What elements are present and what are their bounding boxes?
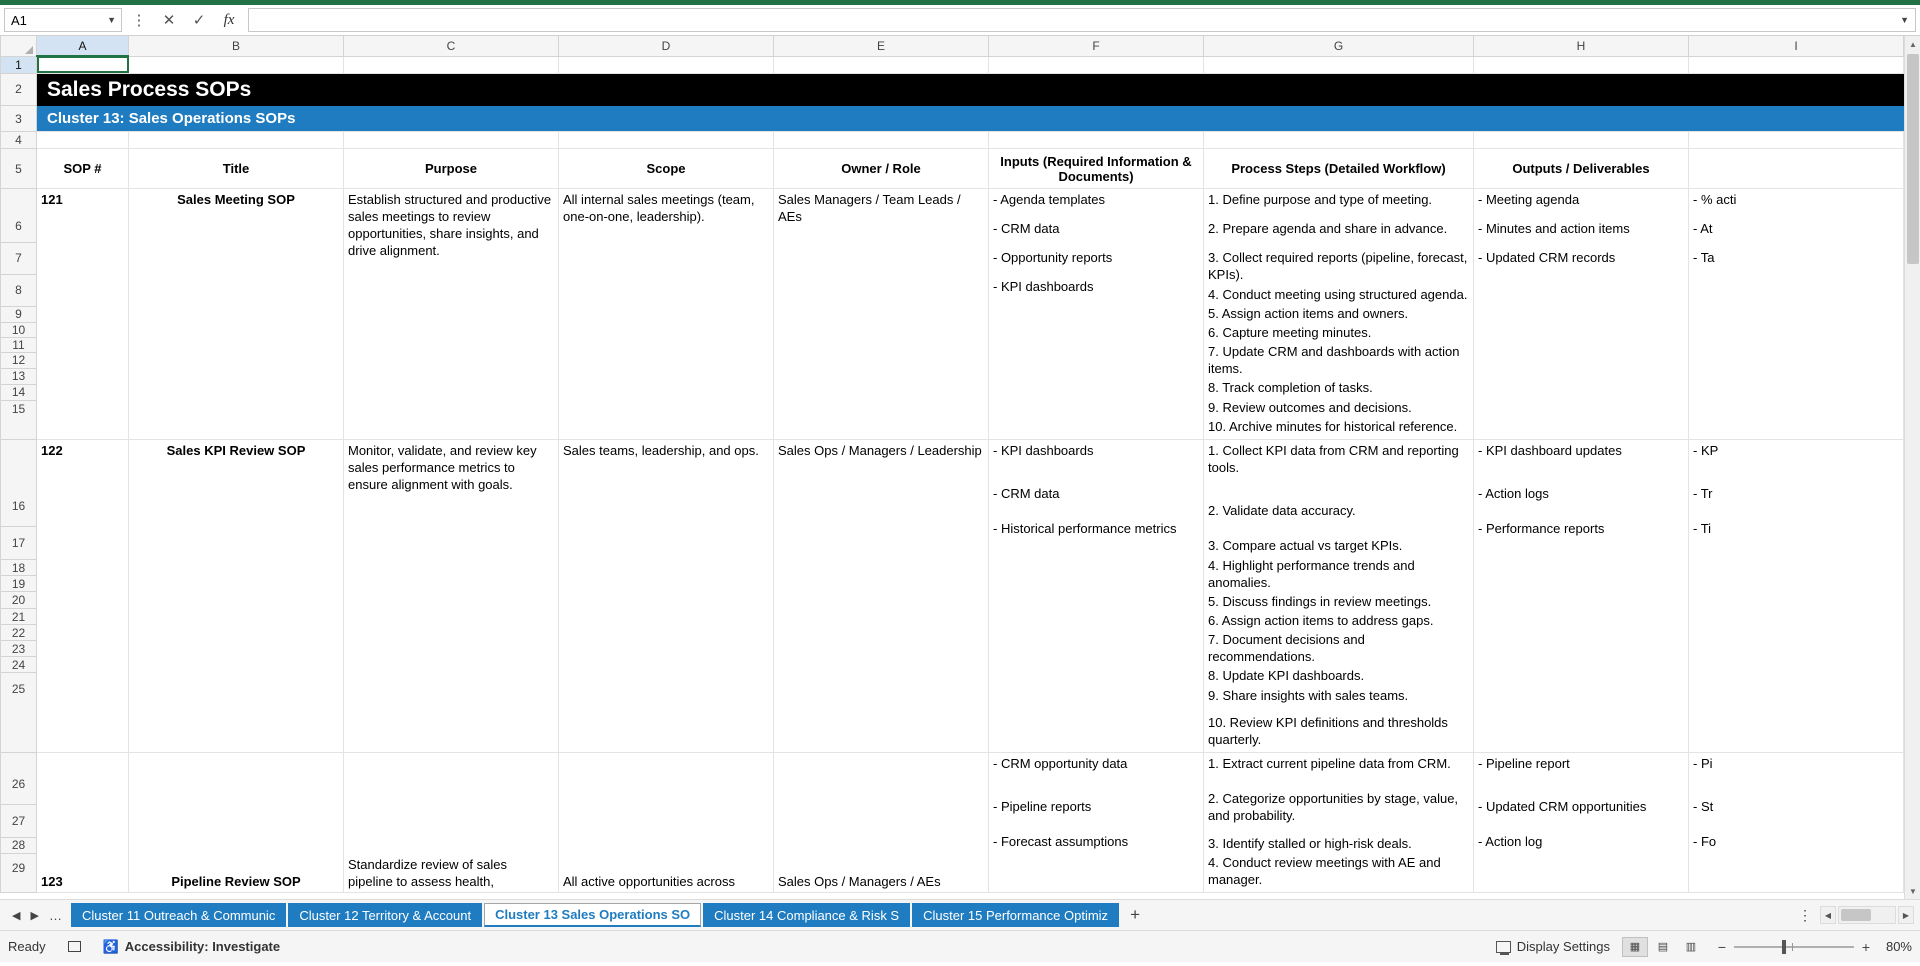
display-settings-button[interactable]: [1496, 939, 1610, 954]
select-all-corner[interactable]: [1, 36, 37, 56]
input-line: - Opportunity reports: [993, 250, 1113, 266]
spacer: [1208, 774, 1469, 790]
step-line: 3. Identify stalled or high-risk deals.: [1208, 835, 1412, 851]
header-inputs: Inputs (Required Information & Documents): [989, 149, 1204, 189]
cell-h1[interactable]: [1474, 56, 1689, 73]
cell-f4[interactable]: [774, 132, 989, 149]
output-line: - Updated CRM opportunities: [1478, 799, 1647, 815]
cell-f1[interactable]: [989, 56, 1204, 73]
spacer: [1478, 239, 1684, 249]
spacer: [1693, 504, 1899, 520]
macro-record-icon: [68, 941, 81, 952]
step-line: 6. Capture meeting minutes.: [1208, 324, 1372, 340]
spacer: [1478, 461, 1684, 485]
cell-c4[interactable]: [129, 132, 344, 149]
metric-line: - St: [1693, 799, 1714, 815]
cell-sop-steps[interactable]: [1204, 753, 1474, 893]
row-header-20[interactable]: 20: [1, 592, 36, 609]
row-header-group-3[interactable]: [1, 753, 37, 893]
spacer: [1693, 817, 1899, 833]
sheet-tab-cluster-13[interactable]: Cluster 13 Sales Operations SO: [484, 903, 701, 927]
status-bar-right: [1496, 937, 1912, 957]
chevron-down-icon[interactable]: ▼: [1900, 15, 1909, 25]
sheet-tab-cluster-11[interactable]: Cluster 11 Outreach & Communic: [71, 903, 286, 927]
row-header-26[interactable]: 26: [1, 764, 36, 805]
metric-line: - Fo: [1693, 834, 1717, 850]
row-header-1[interactable]: 1: [1, 56, 37, 73]
output-line: - Action logs: [1478, 486, 1549, 502]
confirm-check-icon[interactable]: ✓: [192, 12, 206, 29]
step-line: 8. Track completion of tasks.: [1208, 380, 1373, 396]
sheet-title-banner: Sales Process SOPs: [37, 73, 1904, 106]
cell-b1[interactable]: [129, 56, 344, 73]
cell-sop-metrics[interactable]: [1689, 753, 1904, 893]
step-line: 9. Review outcomes and decisions.: [1208, 399, 1412, 415]
cell-d1[interactable]: [559, 56, 774, 73]
step-line: 3. Collect required reports (pipeline, forecast, KPIs).: [1208, 250, 1468, 283]
table-row: [1, 106, 1904, 132]
row-header-21[interactable]: 21: [1, 609, 36, 625]
tab-more-options-icon[interactable]: ⋮: [1798, 906, 1812, 923]
horizontal-scrollbar[interactable]: [1838, 906, 1896, 924]
column-header-e[interactable]: E: [774, 36, 989, 56]
cell-c1[interactable]: [344, 56, 559, 73]
scroll-down-icon[interactable]: ▼: [1905, 883, 1920, 899]
step-line: 8. Update KPI dashboards.: [1208, 668, 1365, 684]
cell-sop-title[interactable]: Pipeline Review SOP: [129, 753, 344, 893]
cell-e1[interactable]: [774, 56, 989, 73]
cell-sop-steps[interactable]: [1204, 439, 1474, 752]
horizontal-scroll-left-icon[interactable]: ◀: [1820, 906, 1836, 924]
step-line: 5. Assign action items and owners.: [1208, 305, 1409, 321]
input-line: - CRM data: [993, 486, 1060, 502]
cell-a1[interactable]: [37, 56, 129, 73]
input-line: - KPI dashboards: [993, 279, 1094, 295]
cell-sop-outputs[interactable]: [1474, 439, 1689, 752]
name-box[interactable]: [4, 8, 122, 32]
output-line: - Updated CRM records: [1478, 250, 1616, 266]
metric-line: - Ti: [1693, 521, 1712, 537]
display-settings-label: Display Settings: [1516, 939, 1610, 954]
step-line: 10. Archive minutes for historical reference.: [1208, 418, 1458, 434]
display-settings-icon: [1496, 941, 1511, 953]
spacer: [1478, 504, 1684, 520]
step-line: 7. Document decisions and recommendations.: [1208, 632, 1365, 665]
zoom-knob[interactable]: [1782, 940, 1786, 954]
table-header-row: [1, 149, 1904, 189]
output-line: - Meeting agenda: [1478, 192, 1580, 207]
cell-sop-owner[interactable]: Sales Managers / Team Leads / AEs: [774, 189, 989, 440]
output-line: - Action log: [1478, 834, 1543, 850]
spacer: [1693, 461, 1899, 485]
row-header-25[interactable]: 25: [11, 682, 26, 697]
input-line: - Forecast assumptions: [993, 834, 1129, 850]
more-options-icon[interactable]: ⋮: [131, 12, 147, 29]
metric-line: - At: [1693, 221, 1713, 237]
step-line: 4. Highlight performance trends and anomalies.: [1208, 557, 1415, 590]
row-header-24[interactable]: 24: [1, 657, 36, 673]
cell-i1[interactable]: [1689, 56, 1904, 73]
grid-table: [0, 36, 1904, 893]
step-line: 1. Extract current pipeline data from CRM.: [1208, 756, 1451, 772]
spacer: [1693, 210, 1899, 220]
vertical-scroll-thumb[interactable]: [1907, 54, 1919, 264]
step-line: 9. Share insights with sales teams.: [1208, 687, 1409, 703]
zoom-in-icon[interactable]: +: [1861, 938, 1871, 955]
spacer: [1478, 210, 1684, 220]
step-line: 1. Define purpose and type of meeting.: [1208, 192, 1433, 207]
row-header-8[interactable]: 8: [1, 275, 36, 307]
cancel-icon[interactable]: ✕: [162, 12, 176, 29]
status-state-label: Ready: [8, 939, 46, 954]
header-sop-number: SOP #: [37, 149, 129, 189]
step-line: 4. Conduct meeting using structured agenda.: [1208, 286, 1468, 302]
zoom-track[interactable]: [1734, 946, 1854, 948]
spacer: [993, 210, 1199, 220]
sheet-tabs-bar: [0, 899, 1920, 930]
cell-sop-metrics[interactable]: [1689, 439, 1904, 752]
header-owner-role: Owner / Role: [774, 149, 989, 189]
header-metrics: [1689, 149, 1904, 189]
accessibility-status[interactable]: [103, 939, 281, 955]
spacer: [1208, 239, 1469, 249]
output-line: - Minutes and action items: [1478, 221, 1630, 237]
row-header-11[interactable]: 11: [1, 338, 36, 353]
header-scope: Scope: [559, 149, 774, 189]
zoom-slider[interactable]: [1716, 939, 1912, 955]
input-line: - CRM opportunity data: [993, 756, 1128, 772]
header-outputs: Outputs / Deliverables: [1474, 149, 1689, 189]
metric-line: - % acti: [1693, 192, 1737, 207]
cell-sop-inputs[interactable]: [989, 439, 1204, 752]
cell-j4[interactable]: [1689, 132, 1904, 149]
cluster-subtitle-banner: Cluster 13: Sales Operations SOPs: [37, 106, 1904, 132]
horizontal-scroll-thumb[interactable]: [1841, 909, 1871, 921]
table-row: [1, 56, 1904, 73]
row-header-10[interactable]: 10: [1, 323, 36, 338]
cell-sop-metrics[interactable]: [1689, 189, 1904, 440]
step-line: 2. Categorize opportunities by stage, value, and probability.: [1208, 791, 1459, 824]
formula-input[interactable]: [248, 8, 1916, 32]
spacer: [1208, 478, 1469, 502]
row-header-27[interactable]: 27: [1, 805, 36, 838]
select-all-triangle-icon: [25, 46, 33, 54]
cell-sop-title[interactable]: Sales Meeting SOP: [129, 189, 344, 440]
row-header-23[interactable]: 23: [1, 641, 36, 657]
column-header-f[interactable]: F: [989, 36, 1204, 56]
spacer: [1208, 706, 1469, 714]
spacer: [1693, 774, 1899, 798]
step-line: 10. Review KPI definitions and thresholds quarterly.: [1208, 714, 1448, 747]
table-row: [1, 753, 1904, 893]
chevron-down-icon[interactable]: ▼: [107, 15, 116, 25]
column-header-i[interactable]: I: [1689, 36, 1904, 56]
spacer: [1208, 827, 1469, 835]
spacer: [1208, 210, 1469, 220]
column-header-h[interactable]: H: [1474, 36, 1689, 56]
cell-i4[interactable]: [1474, 132, 1689, 149]
sheet-tab-cluster-14[interactable]: Cluster 14 Compliance & Risk S: [703, 903, 910, 927]
cell-sop-inputs[interactable]: [989, 753, 1204, 893]
output-line: - Pipeline report: [1478, 756, 1570, 772]
recording-macro-button[interactable]: [68, 941, 81, 952]
spacer: [1478, 774, 1684, 798]
header-title: Title: [129, 149, 344, 189]
cell-sop-owner[interactable]: Sales Ops / Managers / AEs: [774, 753, 989, 893]
step-line: 4. Conduct review meetings with AE and manager.: [1208, 854, 1441, 887]
input-line: - Historical performance metrics: [993, 521, 1177, 537]
table-row: [1, 132, 1904, 149]
input-line: - CRM data: [993, 221, 1060, 237]
cell-g1[interactable]: [1204, 56, 1474, 73]
row-header-13[interactable]: 13: [1, 369, 36, 385]
spacer: [1478, 817, 1684, 833]
cell-sop-purpose[interactable]: Standardize review of sales pipeline to assess health,: [344, 753, 559, 893]
cell-sop-owner[interactable]: Sales Ops / Managers / Leadership: [774, 439, 989, 752]
zoom-out-icon[interactable]: −: [1717, 938, 1727, 955]
cell-sop-purpose[interactable]: Establish structured and productive sales meetings to review opportunities, share insights, and drive alignment.: [344, 189, 559, 440]
cell-sop-outputs[interactable]: [1474, 189, 1689, 440]
sheet-tab-cluster-15[interactable]: Cluster 15 Performance Optimiz: [912, 903, 1119, 927]
normal-view-button[interactable]: ▦: [1622, 937, 1648, 957]
row-header-22[interactable]: 22: [1, 625, 36, 641]
next-sheet-icon[interactable]: ▶: [30, 909, 39, 922]
spacer: [1208, 521, 1469, 537]
row-header-18[interactable]: 18: [1, 560, 36, 576]
sheet-tab-cluster-12[interactable]: Cluster 12 Territory & Account: [288, 903, 482, 927]
tabs-right-controls: [1792, 906, 1920, 924]
cell-sop-inputs[interactable]: [989, 189, 1204, 440]
view-buttons: [1622, 937, 1704, 957]
cell-sop-title[interactable]: Sales KPI Review SOP: [129, 439, 344, 752]
formula-bar: [0, 5, 1920, 36]
cell-sop-scope[interactable]: All active opportunities across: [559, 753, 774, 893]
header-process-steps: Process Steps (Detailed Workflow): [1204, 149, 1474, 189]
step-line: 2. Prepare agenda and share in advance.: [1208, 221, 1448, 237]
spacer: [993, 774, 1199, 798]
spacer: [993, 817, 1199, 833]
add-sheet-icon[interactable]: +: [1130, 905, 1141, 924]
column-header-a[interactable]: A: [37, 36, 129, 56]
row-header-group-1[interactable]: [1, 189, 37, 440]
step-line: 2. Validate data accuracy.: [1208, 503, 1356, 519]
step-line: 3. Compare actual vs target KPIs.: [1208, 538, 1403, 554]
cell-sop-number[interactable]: 123: [37, 753, 129, 893]
metric-line: - Ta: [1693, 250, 1715, 266]
spacer: [1693, 239, 1899, 249]
step-line: 7. Update CRM and dashboards with action items.: [1208, 344, 1460, 377]
row-header-29[interactable]: 29: [11, 860, 26, 875]
cell-sop-scope[interactable]: Sales teams, leadership, and ops.: [559, 439, 774, 752]
row-header-group-2[interactable]: [1, 439, 37, 752]
cell-sop-number[interactable]: 121: [37, 189, 129, 440]
vertical-scrollbar[interactable]: [1904, 36, 1920, 899]
metric-line: - Pi: [1693, 756, 1713, 772]
row-header-19[interactable]: 19: [1, 576, 36, 592]
metric-line: - Tr: [1693, 486, 1713, 502]
cell-e4[interactable]: [559, 132, 774, 149]
row-header-4[interactable]: 4: [1, 132, 37, 149]
step-line: 5. Discuss findings in review meetings.: [1208, 593, 1432, 609]
cell-sop-scope[interactable]: All internal sales meetings (team, one-on-one, leadership).: [559, 189, 774, 440]
cell-sop-number[interactable]: 122: [37, 439, 129, 752]
spacer: [993, 461, 1199, 485]
cell-b4[interactable]: [37, 132, 129, 149]
step-line: 1. Collect KPI data from CRM and reporting tools.: [1208, 442, 1459, 476]
page-layout-view-button[interactable]: ▤: [1657, 941, 1669, 953]
scroll-up-icon[interactable]: ▲: [1905, 36, 1920, 52]
row-header-5[interactable]: 5: [1, 149, 37, 189]
column-header-d[interactable]: D: [559, 36, 774, 56]
output-line: - Performance reports: [1478, 521, 1605, 537]
horizontal-scroll-right-icon[interactable]: ▶: [1898, 906, 1914, 924]
input-line: - KPI dashboards: [993, 442, 1094, 458]
spacer: [993, 504, 1199, 520]
row-header-6[interactable]: 6: [1, 211, 36, 243]
step-line: 6. Assign action items to address gaps.: [1208, 612, 1434, 628]
row-header-9[interactable]: 9: [1, 307, 36, 323]
row-header-16[interactable]: 16: [1, 486, 36, 527]
header-purpose: Purpose: [344, 149, 559, 189]
cell-sop-purpose[interactable]: Monitor, validate, and review key sales performance metrics to ensure alignment with goals.: [344, 439, 559, 752]
cell-d4[interactable]: [344, 132, 559, 149]
accessibility-label: Accessibility: Investigate: [124, 939, 281, 954]
zoom-level-label[interactable]: 80%: [1885, 939, 1912, 954]
accessibility-icon: ♿: [102, 938, 119, 954]
column-header-b[interactable]: B: [129, 36, 344, 56]
cell-h4[interactable]: [1204, 132, 1474, 149]
output-line: - KPI dashboard updates: [1478, 442, 1622, 458]
status-bar: [0, 930, 1920, 962]
spacer: [993, 239, 1199, 249]
row-header-15[interactable]: 15: [11, 401, 26, 416]
status-state: [8, 939, 46, 954]
cell-g4[interactable]: [989, 132, 1204, 149]
name-box-value: A1: [11, 12, 27, 28]
sheet-navigation: [4, 908, 71, 923]
row-header-2[interactable]: 2: [1, 73, 37, 106]
table-row: [1, 73, 1904, 106]
input-line: - Agenda templates: [993, 192, 1106, 207]
spreadsheet-grid[interactable]: [0, 36, 1920, 899]
table-row: [1, 439, 1904, 752]
zoom-midpoint-tick: [1792, 943, 1793, 951]
column-header-c[interactable]: C: [344, 36, 559, 56]
row-header-12[interactable]: 12: [1, 353, 36, 369]
row-header-7[interactable]: 7: [1, 243, 36, 275]
previous-sheet-icon[interactable]: ◀: [12, 909, 21, 922]
insert-function-icon[interactable]: fx: [223, 11, 235, 28]
column-header-row: [1, 36, 1904, 56]
column-header-g[interactable]: G: [1204, 36, 1474, 56]
cell-sop-steps[interactable]: [1204, 189, 1474, 440]
row-header-3[interactable]: 3: [1, 106, 37, 132]
row-header-14[interactable]: 14: [1, 385, 36, 401]
page-break-view-button[interactable]: ▥: [1685, 941, 1697, 953]
input-line: - Pipeline reports: [993, 799, 1092, 815]
row-header-28[interactable]: 28: [1, 838, 36, 854]
row-header-17[interactable]: 17: [1, 527, 36, 560]
metric-line: - KP: [1693, 442, 1719, 458]
table-row: [1, 189, 1904, 440]
cell-sop-outputs[interactable]: [1474, 753, 1689, 893]
spacer: [993, 268, 1199, 278]
sheet-overflow-icon[interactable]: …: [48, 907, 63, 923]
